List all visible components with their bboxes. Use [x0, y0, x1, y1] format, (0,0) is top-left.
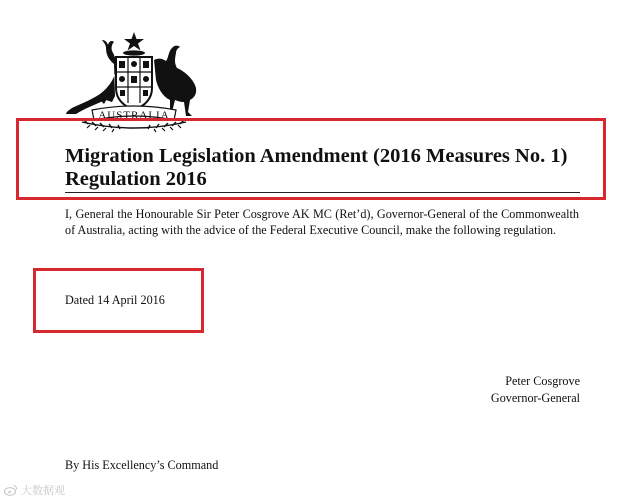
date-highlight-box	[33, 268, 204, 333]
dated-line: Dated 14 April 2016	[65, 293, 165, 307]
signatory-name: Peter Cosgrove	[505, 374, 580, 388]
watermark-text: 大数据观	[21, 484, 65, 497]
signatory-role: Governor-General	[490, 391, 580, 405]
weibo-logo-icon	[4, 484, 18, 496]
preamble-paragraph: I, General the Honourable Sir Peter Cosgrove AK MC (Ret’d), Governor-General of the Commonwealth of Australia, acting with the advice of the Federal Executive Council, make the following regulation.	[65, 207, 579, 237]
signature-block	[491, 373, 580, 407]
title-highlight-box	[16, 118, 606, 200]
command-line: By His Excellency’s Command	[65, 458, 219, 472]
emblem-motto-label: AUSTRALIA	[98, 109, 170, 122]
watermark	[4, 482, 65, 498]
regulation-title: Migration Legislation Amendment (2016 Measures No. 1) Regulation 2016	[65, 145, 568, 190]
